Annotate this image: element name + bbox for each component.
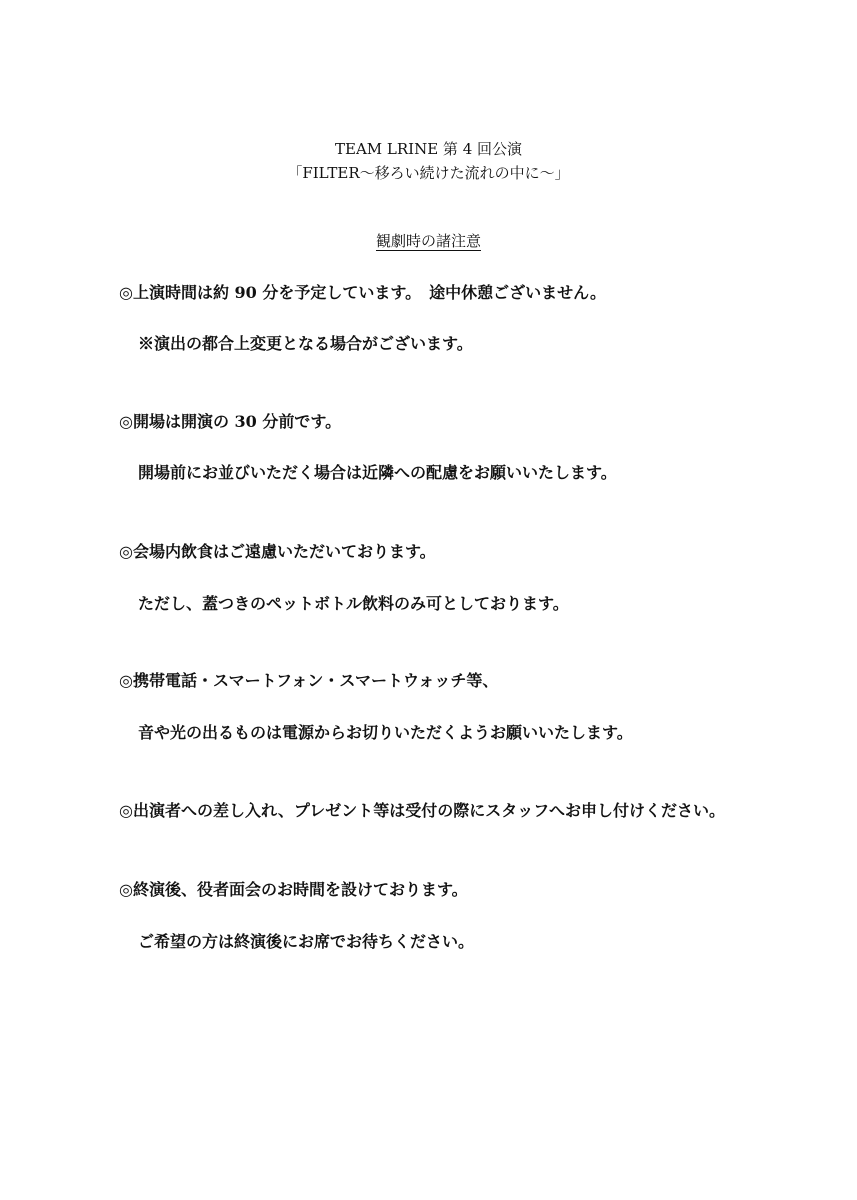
notice-meet-cast: ◎終演後、役者面会のお時間を設けております。 <box>119 880 468 899</box>
notice-doors-open-note: 開場前にお並びいただく場合は近隣への配慮をお願いいたします。 <box>138 463 617 482</box>
notice-runtime-note: ※演出の都合上変更となる場合がございます。 <box>138 334 473 353</box>
notice-devices-note: 音や光の出るものは電源からお切りいただくようお願いいたします。 <box>138 723 633 742</box>
notice-gifts: ◎出演者への差し入れ、プレゼント等は受付の際にスタッフへお申し付けください。 <box>119 801 725 820</box>
notice-food-drink: ◎会場内飲食はご遠慮いただいております。 <box>119 542 436 561</box>
notice-runtime: ◎上演時間は約 90 分を予定しています。 途中休憩ございません。 <box>119 283 607 302</box>
event-subtitle: 「FILTER～移ろい続けた流れの中に～」 <box>287 164 570 182</box>
notice-food-drink-note: ただし、蓋つきのペットボトル飲料のみ可としております。 <box>138 594 569 613</box>
notice-devices: ◎携帯電話・スマートフォン・スマートウォッチ等、 <box>119 671 499 690</box>
section-heading <box>0 230 857 251</box>
event-title: TEAM LRINE 第 4 回公演 <box>334 140 523 158</box>
notice-meet-cast-note: ご希望の方は終演後にお席でお待ちください。 <box>138 932 475 951</box>
section-heading-text: 観劇時の諸注意 <box>375 232 481 250</box>
notice-doors-open: ◎開場は開演の 30 分前です。 <box>119 412 342 431</box>
